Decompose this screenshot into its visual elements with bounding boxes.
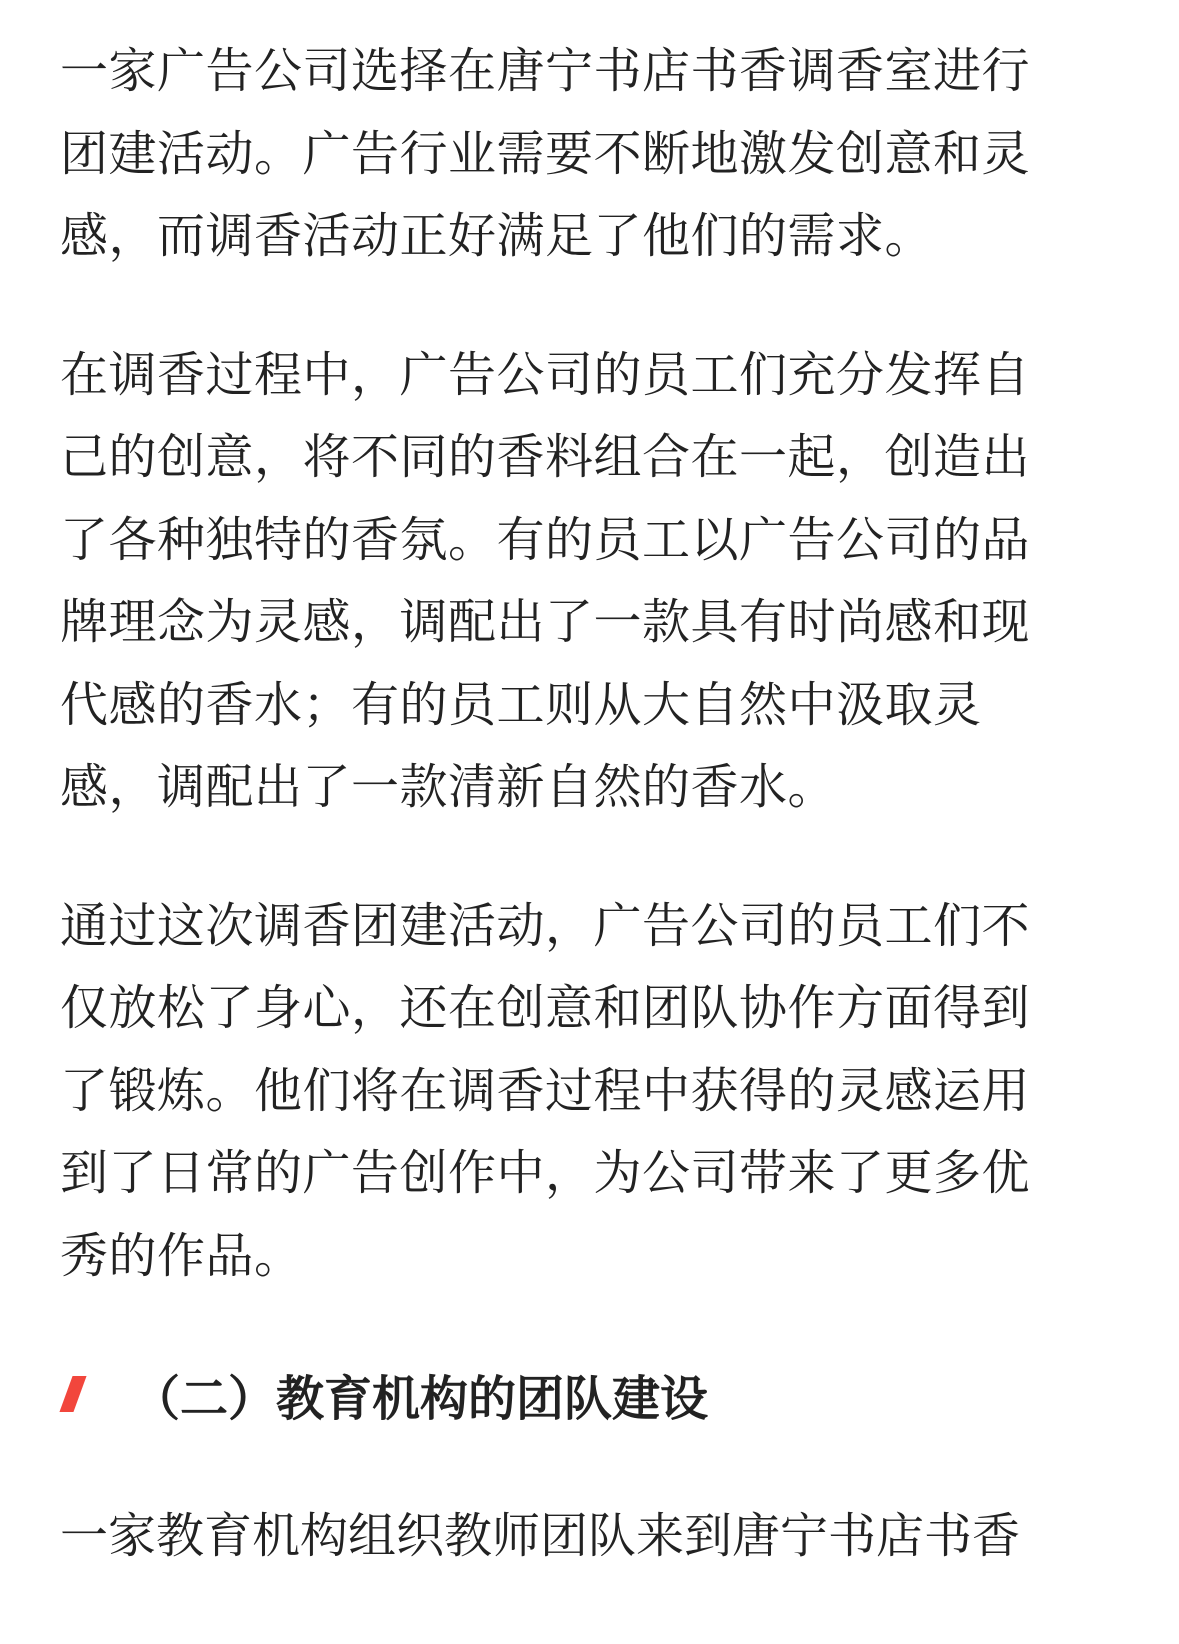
text-line: 仅放松了身心，还在创意和团队协作方面得到 [60, 980, 1031, 1036]
paragraph-2 [60, 334, 1120, 829]
text-line: 通过这次调香团建活动，广告公司的员工们不 [60, 897, 1031, 954]
text-line: 己的创意，将不同的香料组合在一起，创造出 [60, 429, 1031, 485]
paragraph-3 [60, 885, 1120, 1298]
paragraph-1 [60, 30, 1120, 278]
text-line: 团建活动。广告行业需要不断地激发创意和灵 [60, 125, 1031, 182]
text-line: 代感的香水；有的员工则从大自然中汲取灵 [60, 676, 982, 733]
article-body [60, 30, 1120, 1578]
text-line: 牌理念为灵感，调配出了一款具有时尚感和现 [60, 594, 1031, 650]
section-heading [60, 1353, 1120, 1435]
text-line: 感，而调香活动正好满足了他们的需求。 [60, 208, 934, 264]
text-line: 了锻炼。他们将在调香过程中获得的灵感运用 [60, 1062, 1031, 1119]
heading-accent-mark [59, 1376, 86, 1412]
text-line: 秀的作品。 [60, 1227, 303, 1284]
text-line: 一家广告公司选择在唐宁书店书香调香室进行 [60, 43, 1031, 99]
text-line: 到了日常的广告创作中，为公司带来了更多优 [60, 1145, 1031, 1201]
text-line: 了各种独特的香氛。有的员工以广告公司的品 [60, 511, 1031, 568]
paragraph-4-partial: 一家教育机构组织教师团队来到唐宁书店书香 [60, 1508, 1021, 1564]
text-line: 感，调配出了一款清新自然的香水。 [60, 759, 837, 815]
section-title: （二）教育机构的团队建设 [132, 1370, 709, 1427]
text-line: 在调香过程中，广告公司的员工们充分发挥自 [60, 346, 1031, 403]
